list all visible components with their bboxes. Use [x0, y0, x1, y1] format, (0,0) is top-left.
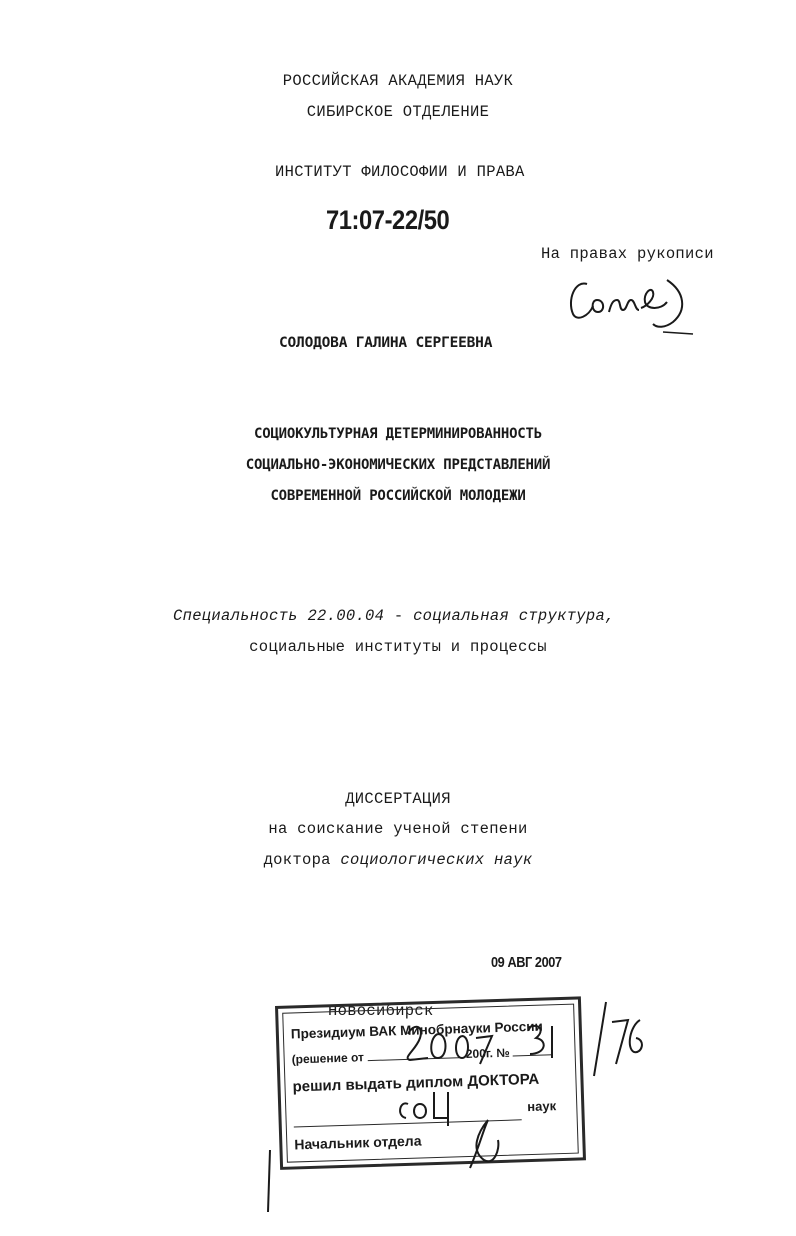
stamp-year: 200	[465, 1046, 487, 1062]
stamp-decision-label: (решение от	[291, 1050, 365, 1067]
stamp-line-5: Начальник отдела	[294, 1132, 422, 1153]
degree-line-3-b: социологических наук	[340, 851, 533, 869]
stamp-line-3: решил выдать диплом ДОКТОРА	[292, 1070, 540, 1096]
specialty-code: 22.00.04	[307, 607, 385, 625]
author-name: СОЛОДОВА ГАЛИНА СЕРГЕЕВНА	[279, 335, 493, 351]
title-line-1: СОЦИОКУЛЬТУРНАЯ ДЕТЕРМИНИРОВАННОСТЬ	[253, 426, 542, 442]
city: Новосибирск	[328, 1002, 434, 1020]
receipt-date-stamp: 09 АВГ 2007	[491, 954, 562, 971]
specialty-dash: -	[393, 607, 404, 625]
branch-name: СИБИРСКОЕ ОТДЕЛЕНИЕ	[306, 103, 490, 121]
stamp-line-4: наук	[527, 1098, 557, 1115]
manuscript-note: На правах рукописи	[541, 245, 714, 263]
academy-name: РОССИЙСКАЯ АКАДЕМИЯ НАУК	[282, 72, 514, 90]
degree-line-3-a: доктора	[263, 851, 331, 869]
title-line-3: СОВРЕМЕННОЙ РОССИЙСКОЙ МОЛОДЕЖИ	[270, 488, 526, 504]
specialty-prefix: Специальность	[173, 607, 298, 625]
stamp-line-1: Президиум ВАК Минобрнауки России	[290, 1018, 544, 1042]
document-code: 71:07-22/50	[326, 205, 450, 235]
specialty-name: социальная структура,	[413, 607, 615, 625]
institute-name: ИНСТИТУТ ФИЛОСОФИИ И ПРАВА	[275, 163, 525, 181]
title-line-2: СОЦИАЛЬНО-ЭКОНОМИЧЕСКИХ ПРЕДСТАВЛЕНИЙ	[245, 457, 551, 473]
stamp-number-label: г. №	[485, 1045, 510, 1061]
degree-type: ДИССЕРТАЦИЯ	[345, 790, 451, 808]
specialty-line-2: социальные институты и процессы	[249, 638, 547, 656]
degree-line-2: на соискание ученой степени	[268, 820, 528, 838]
